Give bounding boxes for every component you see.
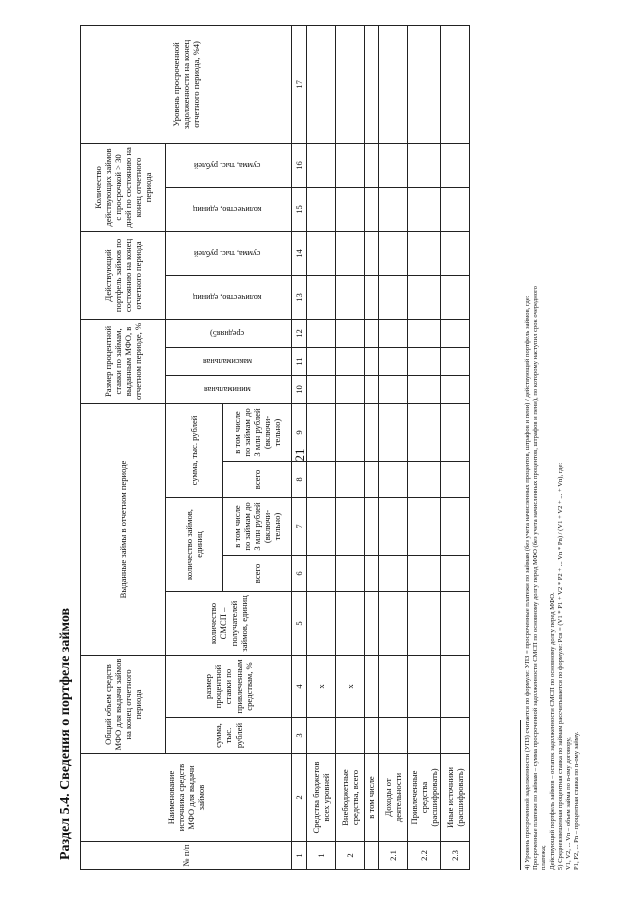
table-row [336, 25, 365, 869]
header-sum-incl-b: по займам до 3 млн рублей (включи-тельно) [241, 408, 283, 457]
header-loan-sum: сумма, тыс. рублей [166, 403, 223, 497]
footnotes [520, 30, 582, 870]
page-number: 21 [292, 448, 307, 462]
footnote-line: P1, P2, ... Pn – процентная ставка по n-ому займу. [573, 731, 581, 870]
header-max-text: максимальная [202, 357, 252, 367]
header-overdue-count: Количество действующих займов с просрочкой > 30 дней по состоянию на конец отчетного периода [81, 143, 166, 231]
table-row [408, 25, 441, 869]
header-count-total: всего [223, 556, 292, 592]
row-label: Иные источники (расшифровать) [441, 754, 470, 842]
col-num: 14 [292, 231, 307, 275]
column-numbers-row [292, 25, 307, 869]
col-num: 1 [292, 842, 307, 870]
row-rate-cell: x [336, 656, 365, 718]
col-num: 12 [292, 319, 307, 347]
header-sum-total: всего [223, 462, 292, 498]
row-label: Средства бюджетов всех уровней [307, 754, 336, 842]
col-num: 8 [292, 462, 307, 498]
header-np: № п/п [81, 842, 292, 870]
header-count-incl-a: в том числе [231, 505, 242, 548]
section-title: Раздел 5.4. Сведения о портфеле займов [58, 607, 73, 860]
landscape-page [50, 30, 610, 870]
header-interest: Размер процентной ставки по займам, выданным МФО, в отчетном периоде, % [81, 319, 166, 403]
header-portfolio-sum-text: сумма, тыс. рублей [194, 249, 261, 259]
row-label: в том числе [365, 754, 379, 842]
header-min [166, 375, 292, 403]
row-number: 2.1 [379, 842, 408, 870]
col-num: 10 [292, 375, 307, 403]
footnote-line: Просроченные платежи по займам – сумма просроченной задолженности СМСП по основному долгу перед МФО (без учета начисленных процентов, штрафов и пени), по которому наступил срок очередного [532, 286, 540, 870]
col-num: 5 [292, 592, 307, 656]
footnote-line: 4) Уровень просроченной задолженности (УПЗ) считается по формуле: УПЗ = просроченные платежи по займам (без учета начисленных процентов, штрафов и пени) / действующий портфель займов, где: [524, 295, 531, 870]
table-row [365, 25, 379, 869]
col-num: 15 [292, 187, 307, 231]
table-row [307, 25, 336, 869]
row-rate-cell: x [307, 656, 336, 718]
header-borrowers: количество СМСП – получателей займов, единиц [166, 592, 292, 656]
row-number [365, 842, 379, 870]
header-overdue-qty-text: количество, единиц [193, 205, 262, 215]
footnote-line: 5) Средневзвешенная процентная ставка по займам рассчитывается по формуле: Рсв = (V1 * P1 + V2 * P2 + ... Vn * Pn) / (V1 + V2 + ... + Vn), где: [556, 462, 564, 870]
header-min-text: минимальная [204, 385, 251, 395]
header-avg [166, 319, 292, 347]
header-source: Наименование источника средств МФО для выдачи займов [81, 754, 292, 842]
col-num: 6 [292, 556, 307, 592]
header-portfolio-qty [166, 275, 292, 319]
header-count-incl [223, 498, 292, 556]
row-label: Внебюджетные средства, всего [336, 754, 365, 842]
header-overdue-qty [166, 187, 292, 231]
row-label: Доходы от деятельности [379, 754, 408, 842]
footnote-line: Действующий портфель займов – остаток задолженности СМСП по основному долгу перед МФО. [548, 592, 556, 870]
table-row [379, 25, 408, 869]
header-portfolio-qty-text: количество, единиц [193, 293, 262, 303]
row-label: Привлеченные средства (расшифровать) [408, 754, 441, 842]
col-num: 17 [292, 25, 307, 143]
header-sum-k: сумма, тыс. рублей [166, 718, 292, 754]
col-num: 2 [292, 754, 307, 842]
header-count-incl-b: по займам до 3 млн рублей (включи-тельно) [241, 502, 283, 551]
col-num: 13 [292, 275, 307, 319]
header-overdue-level: Уровень просроченной задолженности на конец отчетного периода, %4) [81, 25, 292, 143]
table-row [441, 25, 470, 869]
col-num: 9 [292, 403, 307, 461]
header-max [166, 347, 292, 375]
header-avg-text: средняя5) [210, 329, 245, 339]
col-num: 4 [292, 656, 307, 718]
row-number: 1 [307, 842, 336, 870]
header-sum-incl-a: в том числе [231, 411, 242, 454]
footnote-divider [520, 720, 521, 870]
col-num: 16 [292, 143, 307, 187]
row-number: 2.2 [408, 842, 441, 870]
header-total-volume: Общий объем средств МФО для выдачи займов на конец отчетного периода [81, 656, 166, 754]
row-number: 2 [336, 842, 365, 870]
footnote-line: V1, V2, ... Vn – объем займа по n-ому договору, [565, 737, 573, 870]
header-overdue-sum [166, 143, 292, 187]
header-loan-count: количество займов, единиц [166, 498, 223, 592]
col-num: 7 [292, 498, 307, 556]
header-portfolio: Действующий портфель займов по состоянию на конец отчетного периода [81, 231, 166, 319]
header-issued: Выданные займы в отчетном периоде [81, 403, 166, 655]
footnote-line: платежа; [540, 845, 548, 870]
header-overdue-sum-text: сумма, тыс. рублей [194, 161, 261, 171]
col-num: 3 [292, 718, 307, 754]
loan-portfolio-table [80, 25, 470, 870]
col-num: 11 [292, 347, 307, 375]
row-number: 2.3 [441, 842, 470, 870]
header-rate: размер процентной ставки по привлеченным средствам, % [166, 656, 292, 718]
header-sum-incl [223, 403, 292, 461]
header-portfolio-sum [166, 231, 292, 275]
